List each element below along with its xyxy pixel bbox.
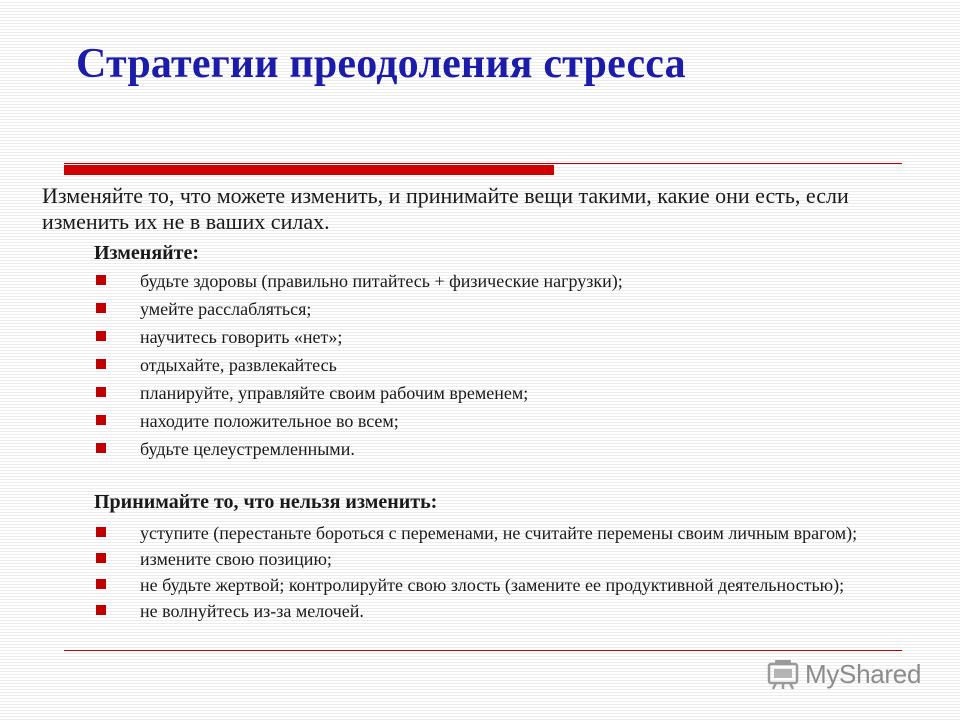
square-bullet-icon bbox=[96, 527, 106, 537]
change-list-item-text: будьте здоровы (правильно питайтесь + физические нагрузки); bbox=[140, 271, 623, 291]
change-list-item-text: умейте расслабляться; bbox=[140, 299, 312, 319]
change-list-item-text: находите положительное во всем; bbox=[140, 411, 399, 431]
change-list bbox=[94, 271, 894, 467]
accept-list-item-text: не волнуйтесь из-за мелочей. bbox=[140, 601, 364, 621]
change-list-item bbox=[94, 355, 894, 375]
square-bullet-icon bbox=[96, 553, 106, 563]
accept-list-item bbox=[94, 601, 894, 621]
square-bullet-icon bbox=[96, 579, 106, 589]
presentation-screen-icon bbox=[766, 657, 800, 691]
square-bullet-icon bbox=[96, 275, 106, 285]
accept-list-item-text: уступите (перестаньте бороться с переменами, не считайте перемены своим личным врагом); bbox=[140, 523, 858, 543]
footer-divider bbox=[64, 650, 902, 651]
intro-text: Изменяйте то, что можете изменить, и принимайте вещи такими, какие они есть, если изменить их не в ваших силах. bbox=[42, 183, 849, 234]
change-list-item bbox=[94, 411, 894, 431]
title-underline-thin bbox=[64, 163, 902, 164]
square-bullet-icon bbox=[96, 605, 106, 615]
watermark-text: MyShared bbox=[805, 658, 922, 689]
accept-list-item bbox=[94, 575, 894, 595]
square-bullet-icon bbox=[96, 303, 106, 313]
change-list-item bbox=[94, 439, 894, 459]
square-bullet-icon bbox=[96, 331, 106, 341]
accept-list-item-text: измените свою позицию; bbox=[140, 549, 332, 569]
change-list-item-text: отдыхайте, развлекайтесь bbox=[140, 355, 337, 375]
square-bullet-icon bbox=[96, 415, 106, 425]
title-underline-thick bbox=[64, 165, 554, 175]
slide-title: Стратегии преодоления стресса bbox=[76, 41, 686, 87]
change-list-item-text: будьте целеустремленными. bbox=[140, 439, 355, 459]
change-list-item-text: научитесь говорить «нет»; bbox=[140, 327, 343, 347]
accept-heading: Принимайте то, что нельзя изменить: bbox=[94, 491, 438, 513]
change-list-item bbox=[94, 327, 894, 347]
square-bullet-icon bbox=[96, 387, 106, 397]
square-bullet-icon bbox=[96, 443, 106, 453]
accept-list-item bbox=[94, 523, 894, 543]
change-list-item-text: планируйте, управляйте своим рабочим временем; bbox=[140, 383, 529, 403]
change-heading: Изменяйте: bbox=[94, 242, 200, 264]
change-list-item bbox=[94, 383, 894, 403]
accept-list bbox=[94, 523, 894, 627]
square-bullet-icon bbox=[96, 359, 106, 369]
change-list-item bbox=[94, 271, 894, 291]
change-list-item bbox=[94, 299, 894, 319]
accept-list-item bbox=[94, 549, 894, 569]
accept-list-item-text: не будьте жертвой; контролируйте свою злость (замените ее продуктивной деятельностью); bbox=[140, 575, 845, 595]
watermark bbox=[766, 656, 921, 692]
